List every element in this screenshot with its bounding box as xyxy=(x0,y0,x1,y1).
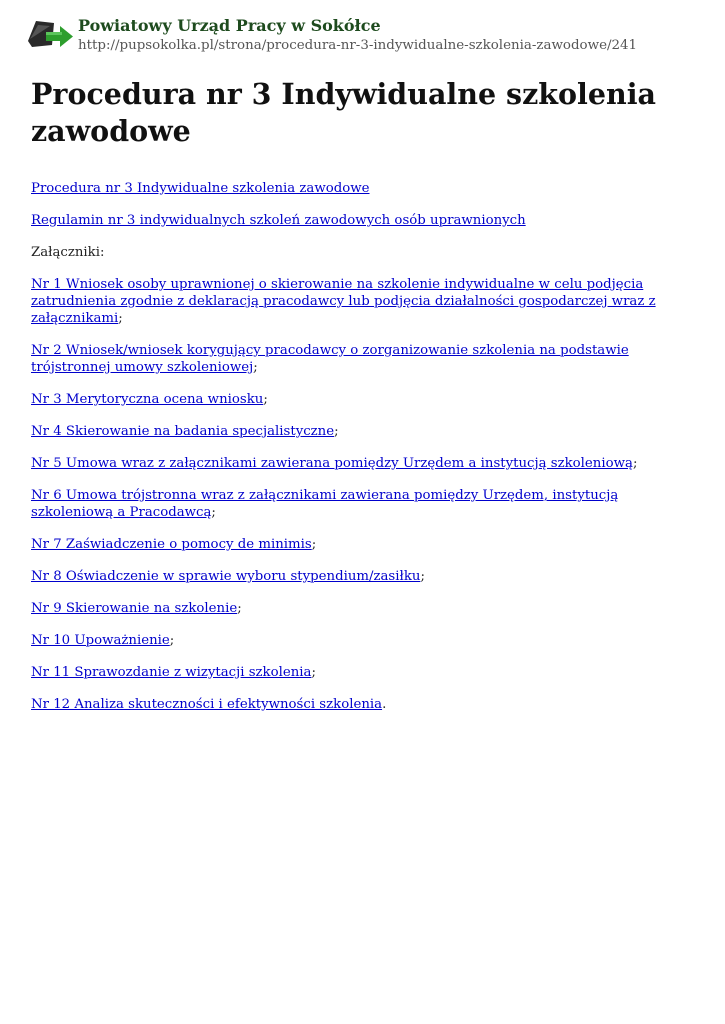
logo-icon xyxy=(26,17,74,51)
regulation-link[interactable]: Regulamin nr 3 indywidualnych szkoleń zawodowych osób uprawnionych xyxy=(31,213,526,228)
attachment-item xyxy=(31,276,693,327)
regulation-paragraph xyxy=(31,212,693,229)
attachment-separator: ; xyxy=(169,633,175,648)
attachment-link-11[interactable]: Nr 11 Sprawozdanie z wizytacji szkolenia xyxy=(31,665,312,680)
attachment-item xyxy=(31,696,693,713)
attachment-separator: ; xyxy=(334,424,339,439)
attachment-separator: ; xyxy=(118,311,123,326)
attachments-label: Załączniki: xyxy=(31,245,105,260)
attachment-item xyxy=(31,455,693,472)
attachment-link-12[interactable]: Nr 12 Analiza skuteczności i efektywności szkolenia xyxy=(31,697,383,712)
content-area xyxy=(31,180,693,728)
page-title: Procedura nr 3 Indywidualne szkolenia zawodowe xyxy=(31,77,656,148)
attachment-item xyxy=(31,632,693,649)
attachment-link-8[interactable]: Nr 8 Oświadczenie w sprawie wyboru stypendium/zasiłku xyxy=(31,569,421,584)
attachment-item xyxy=(31,342,693,376)
attachment-item xyxy=(31,600,693,617)
attachment-separator: . xyxy=(382,697,387,712)
procedure-paragraph xyxy=(31,180,693,197)
site-name: Powiatowy Urząd Pracy w Sokółce xyxy=(78,16,381,35)
attachment-link-4[interactable]: Nr 4 Skierowanie na badania specjalistyczne xyxy=(31,424,335,439)
attachment-separator: ; xyxy=(632,456,638,471)
attachment-separator: ; xyxy=(253,360,258,375)
attachment-item xyxy=(31,391,693,408)
attachment-separator: ; xyxy=(311,665,316,680)
attachment-separator: ; xyxy=(420,569,425,584)
attachment-item xyxy=(31,536,693,553)
attachment-link-6[interactable]: Nr 6 Umowa trójstronna wraz z załącznikami zawierana pomiędzy Urzędem, instytucją szkoleniową a Pracodawcą xyxy=(31,488,619,520)
attachment-separator: ; xyxy=(263,392,268,407)
attachment-item xyxy=(31,423,693,440)
attachment-link-1[interactable]: Nr 1 Wniosek osoby uprawnionej o skierowanie na szkolenie indywidualne w celu podjęcia zatrudnienia zgodnie z deklaracją pracodawcy lub podjęcia działalności gospodarczej wraz z załącznikami xyxy=(31,277,656,326)
attachment-link-10[interactable]: Nr 10 Upoważnienie xyxy=(31,633,170,648)
attachment-item xyxy=(31,664,693,681)
attachment-item xyxy=(31,487,693,521)
attachment-link-2[interactable]: Nr 2 Wniosek/wniosek korygujący pracodawcy o zorganizowanie szkolenia na podstawie trójstronnej umowy szkoleniowej xyxy=(31,343,629,375)
attachment-link-9[interactable]: Nr 9 Skierowanie na szkolenie xyxy=(31,601,238,616)
attachment-item xyxy=(31,568,693,585)
attachment-link-5[interactable]: Nr 5 Umowa wraz z załącznikami zawierana pomiędzy Urzędem a instytucją szkoleniową xyxy=(31,456,633,471)
procedure-link[interactable]: Procedura nr 3 Indywidualne szkolenia zawodowe xyxy=(31,181,370,196)
page-header xyxy=(26,14,716,60)
page-url: http://pupsokolka.pl/strona/procedura-nr-3-indywidualne-szkolenia-zawodowe/241 xyxy=(78,38,638,53)
attachment-separator: ; xyxy=(211,505,216,520)
attachment-link-7[interactable]: Nr 7 Zaświadczenie o pomocy de minimis xyxy=(31,537,312,552)
attachment-separator: ; xyxy=(237,601,242,616)
attachment-link-3[interactable]: Nr 3 Merytoryczna ocena wniosku xyxy=(31,392,264,407)
attachment-separator: ; xyxy=(311,537,317,552)
